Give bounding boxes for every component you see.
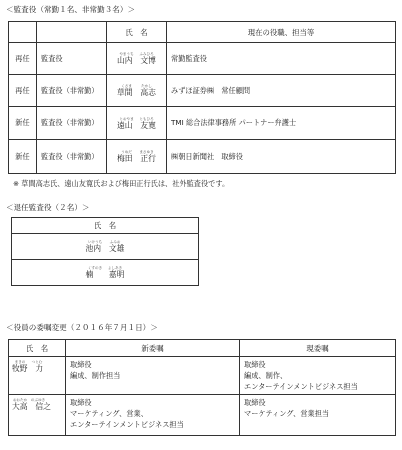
position-cell: 監査役 (37, 43, 107, 75)
header-name: 氏 名 (12, 218, 199, 234)
status-cell: 再任 (9, 75, 37, 107)
changes-table (8, 339, 396, 436)
role-cell: ㈱朝日新聞社 取締役 (167, 140, 396, 174)
header-current-duty: 現委嘱 (240, 340, 396, 357)
outside-auditor-note: ※ 草間高志氏、遠山友寛氏および梅田正行氏は、社外監査役です。 (13, 179, 230, 188)
name-cell: とおやま ともひろ 遠山 友寛 (107, 107, 167, 140)
table-row (9, 107, 396, 140)
role-cell: TMI 総合法律事務所 パートナー弁護士 (167, 107, 396, 140)
auditors-header-row (9, 22, 396, 43)
current-duty-cell: 取締役 マーケティング、営業担当 (240, 395, 396, 436)
role-cell: 常勤監査役 (167, 43, 396, 75)
position-cell: 監査役（非常勤） (37, 107, 107, 140)
retiring-table (11, 217, 199, 286)
table-row (12, 260, 199, 286)
name-cell: くすのき よしあき 楠 嘉明 (12, 260, 199, 286)
name-cell: まきの つとむ 牧野 力 (9, 357, 66, 395)
name-cell: いけうち ふみお 池内 文雄 (12, 234, 199, 260)
header-new-duty: 新委嘱 (66, 340, 240, 357)
role-cell: みずほ証券㈱ 常任顧問 (167, 75, 396, 107)
auditors-table (8, 21, 396, 174)
name-cell: うめだ まさゆき 梅田 正行 (107, 140, 167, 174)
name-cell: くさま たかし 草間 高志 (107, 75, 167, 107)
header-role: 現在の役職、担当等 (167, 22, 396, 43)
table-row (9, 75, 396, 107)
status-cell: 新任 (9, 140, 37, 174)
header-position (37, 22, 107, 43)
auditors-section-title: ＜監査役（常勤１名、非常勤３名）＞ (6, 5, 136, 14)
current-duty-cell: 取締役 編成、制作、 エンターテインメントビジネス担当 (240, 357, 396, 395)
table-row (9, 43, 396, 75)
retiring-section-title: ＜退任監査役（２名）＞ (6, 203, 90, 212)
header-status (9, 22, 37, 43)
status-cell: 再任 (9, 43, 37, 75)
name-cell: やまうち ふみひろ 山内 文博 (107, 43, 167, 75)
name-cell: おおたか のぶゆき 大高 信之 (9, 395, 66, 436)
new-duty-cell: 取締役 マーケティング、営業、 エンターテインメントビジネス担当 (66, 395, 240, 436)
position-cell: 監査役（非常勤） (37, 140, 107, 174)
changes-section-title: ＜役員の委嘱変更（２０１６年７月１日）＞ (6, 323, 158, 332)
header-name: 氏 名 (107, 22, 167, 43)
header-name: 氏 名 (9, 340, 66, 357)
position-cell: 監査役（非常勤） (37, 75, 107, 107)
table-row (9, 140, 396, 174)
retiring-header-row (12, 218, 199, 234)
table-row (9, 395, 396, 436)
new-duty-cell: 取締役 編成、制作担当 (66, 357, 240, 395)
changes-header-row (9, 340, 396, 357)
table-row (12, 234, 199, 260)
status-cell: 新任 (9, 107, 37, 140)
table-row (9, 357, 396, 395)
